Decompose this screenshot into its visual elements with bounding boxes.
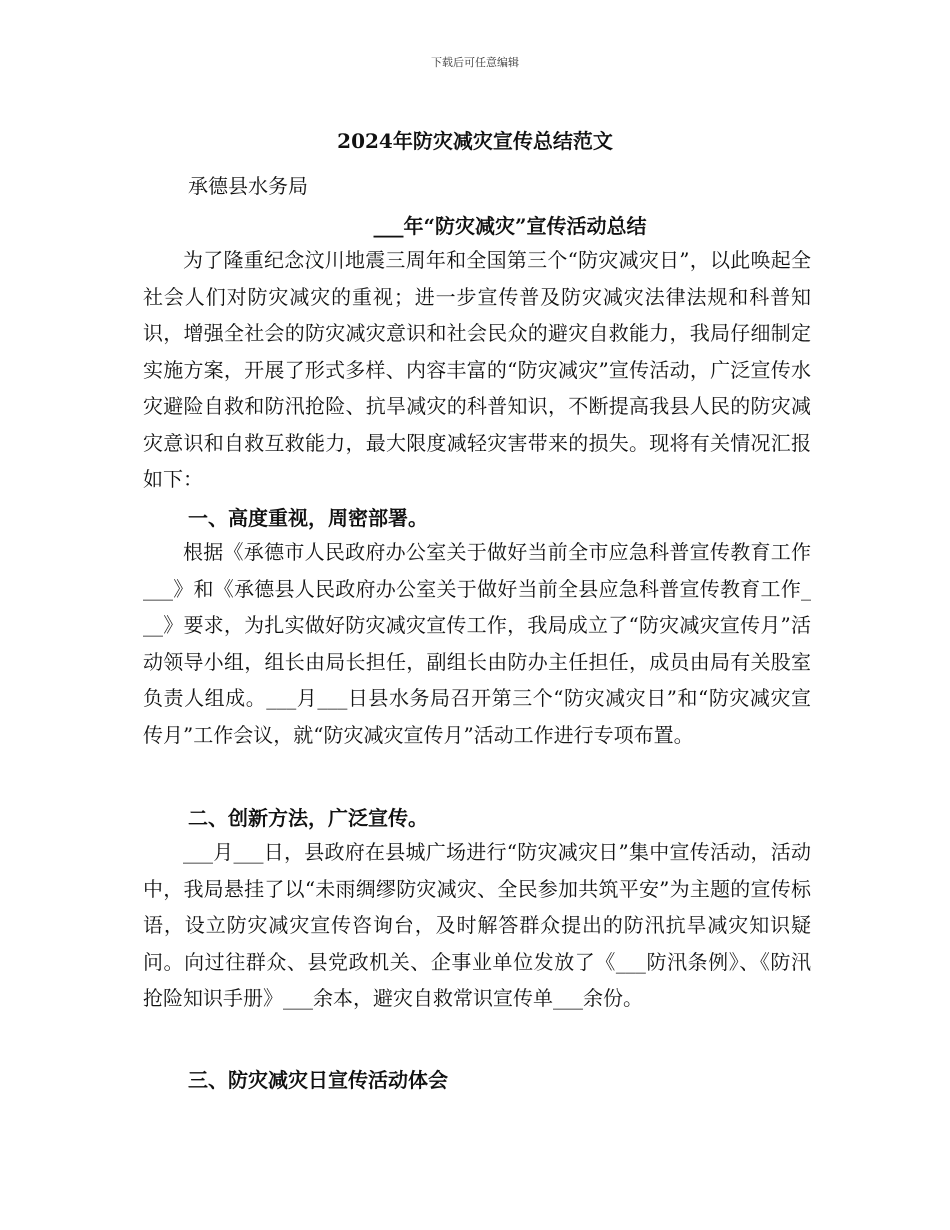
header-note: 下载后可任意编辑 <box>431 56 519 69</box>
section-title: ___年“防灾减灾”宣传活动总结 <box>373 214 647 238</box>
paragraph-1: 根据《承德市人民政府办公室关于做好当前全市应急科普宣传教育工作___》和《承德县人民政府办公室关于做好当前全县应急科普宣传教育工作___》要求，为扎实做好防灾减灾宣传工作，我局成立了“防灾减灾宣传月”活动领导小组，组长由局长担任，副组长由防办主任担任，成员由局有关股室负责人组成。___月___日县水务局召开第三个“防灾减灾日”和“防灾减灾宣传月”工作会议，就“防灾减灾宣传月”活动工作进行专项布置。 <box>143 540 811 747</box>
heading-1: 一、高度重视，周密部署。 <box>188 506 428 530</box>
document-title: 2024年防灾减灾宣传总结范文 <box>337 129 613 153</box>
heading-3: 三、防灾减灾日宣传活动体会 <box>188 1068 448 1092</box>
intro-paragraph: 为了隆重纪念汶川地震三周年和全国第三个“防灾减灾日”，以此唤起全社会人们对防灾减灾的重视；进一步宣传普及防灾减灾法律法规和科普知识，增强全社会的防灾减灾意识和社会民众的避灾自救能力，我局仔细制定实施方案，开展了形式多样、内容丰富的“防灾减灾”宣传活动，广泛宣传水灾避险自救和防汛抢险、抗旱减灾的科普知识，不断提高我县人民的防灾减灾意识和自救互救能力，最大限度减轻灾害带来的损失。现将有关情况汇报如下： <box>143 248 811 491</box>
heading-2: 二、创新方法，广泛宣传。 <box>188 806 428 830</box>
author-line: 承德县水务局 <box>188 174 308 198</box>
paragraph-2: ___月___日，县政府在县城广场进行“防灾减灾日”集中宣传活动，活动中，我局悬挂了以“未雨绸缪防灾减灾、全民参加共筑平安”为主题的宣传标语，设立防灾减灾宣传咨询台，及时解答群众提出的防汛抗旱减灾知识疑问。向过往群众、县党政机关、企事业单位发放了《___防汛条例》、《防汛抢险知识手册》___余本，避灾自救常识宣传单___余份。 <box>143 840 811 1010</box>
